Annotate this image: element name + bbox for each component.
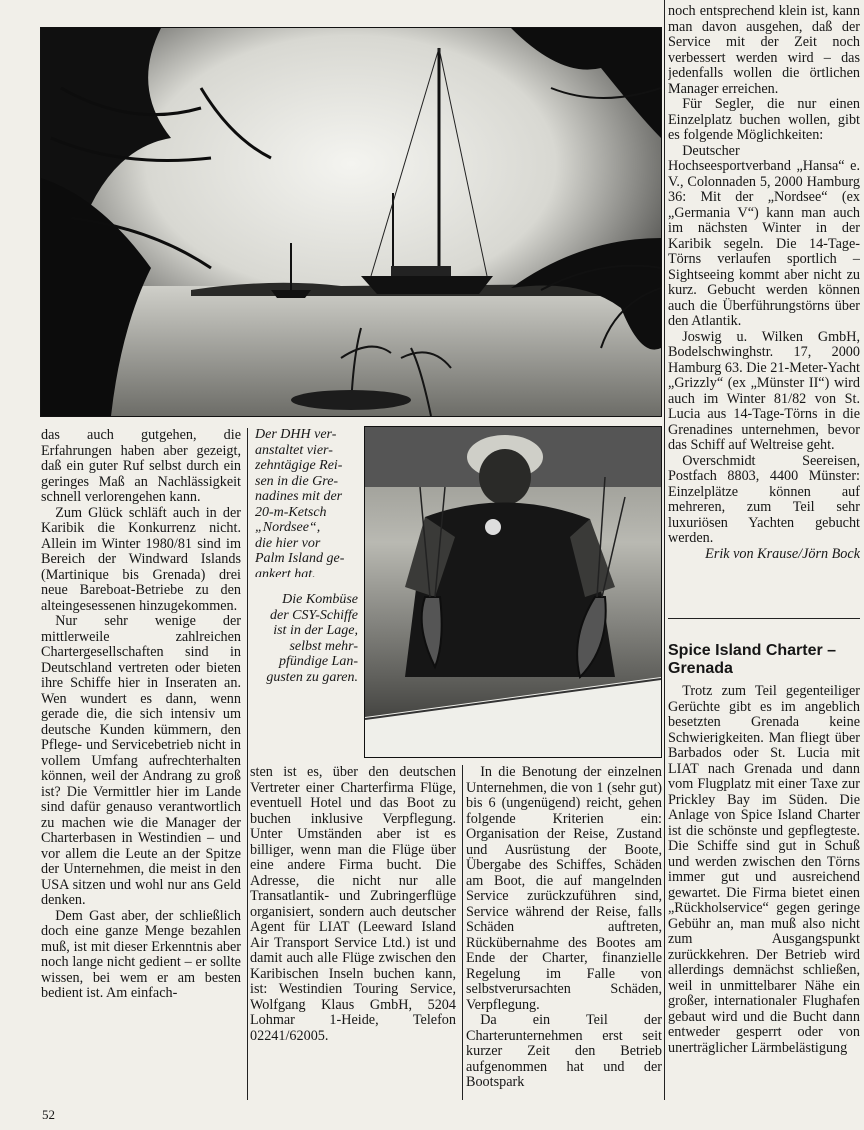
paragraph: Trotz zum Teil gegenteiliger Gerüchte gibt es im angeblich besetzten Grenada keine Schwierigkeiten. Man fliegt über Barbados oder St. Lucia mit LIAT nach Grenada und dann vom Flugplatz mit einer Taxe zur Prickley Bay im Süden. Die Anlage von Spice Island Charter ist die schönste und gepflegteste. Die Schiffe sind gut in Schuß und werden zwischen den Törns immer gut und ausreichend gewartet. Die Firma bietet einen „Rückholservice“ gegen geringe Gebühr an, man muß also nicht zum Ausgangspunkt zurückkehren. Der Betrieb wird allerdings demnächst schließen, weil in unmittelbarer Nähe ein großer, internationaler Flughafen gebaut wird und die Bucht dann entweder gesperrt oder von unerträglicher Lärmbelästigung (668, 683, 860, 1056)
paragraph: Overschmidt Seereisen, Postfach 8803, 4400 Münster: Einzelplätze können auf mehreren, zum Teil sehr luxuriösen Yachten gebucht werden. (668, 452, 860, 546)
column-divider (247, 428, 248, 1100)
section-divider (668, 618, 860, 619)
page-number: 52 (42, 1107, 55, 1122)
paragraph: Für Segler, die nur einen Einzelplatz buchen wollen, gibt es folgende Möglichkeiten: (668, 96, 860, 143)
caption-line: Die Kombüse (282, 592, 358, 607)
caption-line: Palm Island ge- (255, 551, 345, 566)
caption-csy (250, 592, 358, 692)
caption-line: „Nordsee“, (255, 520, 321, 535)
paragraph: noch entsprechend klein ist, kann man davon ausgehen, daß der Service mit der Zeit noch verbessert werden wird – das jedenfalls wollen die örtlichen Manager erreichen. (668, 4, 860, 97)
column-divider (462, 765, 463, 1100)
article-column-4-top (668, 4, 860, 592)
caption-line: selbst mehr- (289, 638, 358, 654)
paragraph: sten ist es, über den deutschen Vertreter einer Charterfirma Flüge, eventuell Hotel und das Boot zu buchen inklusive Verpflegung. Unter Umständen aber ist es billiger, wenn man die Flüge über eine andere Firma bucht. Die Adresse, die nicht nur alle Transatlantik- und Zubringerflüge organisiert, sondern auch deutscher Agent für LIAT (Leeward Island Air Transport Service Ltd.) ist und damit auch alle Flüge zwischen den Karibischen Inseln buchen kann, ist: Westindien Touring Service, Wolfgang Klaus GmbH, 5204 Lohmar 1-Heide, Telefon 02241/62005. (250, 765, 456, 1044)
paragraph: Deutscher Hochseesportverband „Hansa“ e. V., Colonnaden 5, 2000 Hamburg 36: Mit der „Nordsee“ (ex „Germania V“) kann man auch im nächsten Winter in der Karibik segeln. Die 14-Tage-Törns verlaufen sportlich – Sightseeing kommt aber nicht zu kurz. Gebucht werden können auch die Überführungstörns über den Atlantik. (668, 142, 860, 329)
caption-line: nadines mit der (255, 489, 343, 504)
cook-with-lobsters-photo-icon (365, 427, 661, 757)
paragraph: Nur sehr wenige der mittlerweile zahlreichen Chartergesellschaften sind in Deutschland vertreten oder bieten ihre Schiffe hier in Inseraten an. Wen wundert es dann, wenn gerade die, die sich intensiv um deutsche Kunden kümmern, den Pflege- und Servicebetrieb nicht in vollem Umfang aufrechterhalten können, weil der Andrang zu groß ist? Die Vermittler hier im Lande sind dafür genauso verantwortlich zu machen wie die Manager der Charterbasen in Westindien – und vor allem die Leute an der Spitze der Unternehmen, die meist in den USA sitzen und wohl nur ans Geld denken. (41, 613, 241, 908)
author-signature: Erik von Krause/Jörn Bock (705, 545, 860, 562)
caption-line: 20-m-Ketsch (255, 504, 327, 520)
article-column-4-bottom (668, 642, 860, 1100)
caption-line: gusten zu garen. (266, 669, 358, 685)
sailboat-lagoon-photo-icon (41, 28, 661, 416)
galley-photo (364, 426, 662, 758)
article-column-3 (466, 765, 662, 1100)
caption-line: ist in der Lage, (273, 623, 358, 638)
caption-line: ankert hat. (255, 566, 316, 577)
article-column-1 (41, 428, 241, 1100)
caption-line: anstaltet vier- (255, 442, 333, 458)
paragraph: Joswig u. Wilken GmbH, Bodelschwinghstr. 17, 2000 Hamburg 63. Die 21-Meter-Yacht „Grizzly“ (ex „Münster II“) wird auch im Winter 81/82 von St. Lucia aus 14-Tage-Törns in die Grenadines unternehmen, bevor das Schiff auf Weltreise geht. (668, 328, 860, 453)
caption-line: der CSY-Schiffe (269, 607, 358, 623)
caption-line: sen in die Gre- (255, 473, 339, 489)
caption-line: Der DHH ver- (255, 427, 337, 442)
paragraph: Da ein Teil der Charterunternehmen erst seit kurzer Zeit den Betrieb aufgenommen hat und der Bootspark (466, 1012, 662, 1090)
caption-line: die hier vor (255, 535, 321, 551)
column-divider (664, 0, 665, 1100)
sailboat-photo (40, 27, 662, 417)
paragraph: Dem Gast aber, der schließlich doch eine ganze Menge bezahlen muß, ist mit dieser Erkenntnis aber noch lange nicht gedient – er sollte wissen, bei wem er am besten bedient ist. Am einfach- (41, 907, 241, 1001)
paragraph: Zum Glück schläft auch in der Karibik die Konkurrenz nicht. Allein im Winter 1980/81 sind im Bereich der Windward Islands (Martinique bis Grenada) drei neue Bareboat-Betriebe zu den alteingesessenen hinzugekommen. (41, 504, 241, 614)
caption-line: pfündige Lan- (279, 654, 358, 669)
article-column-2 (250, 765, 456, 1100)
caption-line: zehntägige Rei- (255, 458, 343, 473)
caption-dhh (255, 427, 363, 577)
paragraph: das auch gutgehen, die Erfahrungen haben aber gezeigt, daß ein guter Ruf selbst durch ein geringes Maß an Nachlässigkeit schnell verlorengehen kann. (41, 428, 241, 505)
section-heading: Spice Island Charter – Grenada (668, 642, 837, 677)
paragraph: In die Benotung der einzelnen Unternehmen, die von 1 (sehr gut) bis 6 (ungenügend) reicht, gehen folgende Kriterien ein: Organisation der Reise, Zustand und Ausrüstung der Boote, Übergabe des Schiffes, Schäden am Boot, die auf mangelnden Service zurückzuführen sind, Service während der Reise, falls Schäden auftreten, Rückübernahme des Bootes am Ende der Charter, finanzielle Regelung im Falle von selbstverursachten Schäden, Verpflegung. (466, 765, 662, 1013)
